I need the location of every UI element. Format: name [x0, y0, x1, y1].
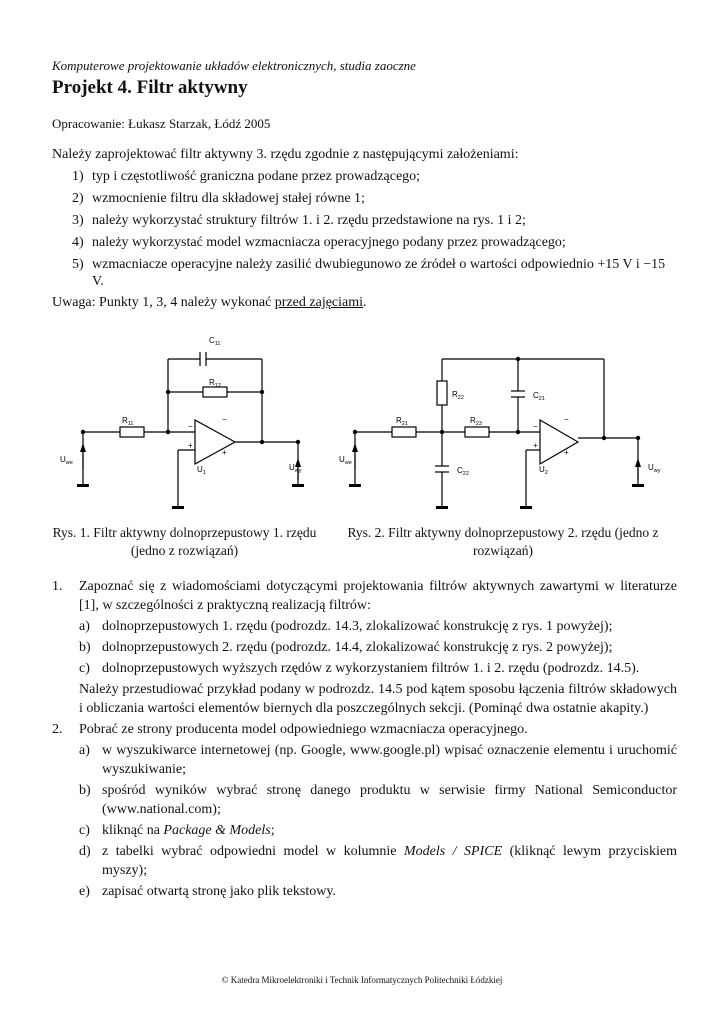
substep-item	[52, 842, 677, 880]
substep-text: zapisać otwartą stronę jako plik tekstowy.	[102, 884, 336, 899]
requirements-list	[52, 168, 677, 295]
substep-number: a)	[79, 619, 90, 634]
item-text: należy wykorzystać model wzmacniacza operacyjnego podany przez prowadzącego;	[92, 235, 566, 250]
substep-number: e)	[79, 884, 90, 899]
step-number: 2.	[52, 722, 63, 737]
substep-pre: kliknąć na	[102, 823, 164, 838]
item-number: 1)	[72, 169, 84, 184]
item-number: 4)	[72, 235, 84, 250]
substep-number: b)	[79, 640, 91, 655]
note-underlined: przed zajęciami	[274, 295, 364, 310]
step-paragraph: Należy przestudiować przykład podany w podrozdz. 14.5 pod kątem sposobu łączenia filtrów składowych i obliczania wartości elementów biernych dla poszczególnych sekcji. (Pominąć dwa ostatnie akapity.)	[79, 682, 677, 716]
substep-item	[52, 821, 677, 840]
substep-text: dolnoprzepustowych wyższych rzędów z wykorzystaniem filtrów 1. i 2. rzędu (podrozdz. 14.5).	[102, 661, 640, 676]
figure1-caption: Rys. 1. Filtr aktywny dolnoprzepustowy 1. rzędu (jedno z rozwiązań)	[52, 525, 317, 558]
author-line: Opracowanie: Łukasz Starzak, Łódź 2005	[52, 116, 271, 131]
requirement-item	[52, 234, 677, 251]
label-minus-supply: −	[564, 415, 569, 424]
substep-item	[52, 659, 677, 678]
substep-emphasis: Package & Models	[163, 823, 271, 838]
label-r22: $R_{22}$	[452, 390, 464, 401]
step-item	[52, 720, 677, 739]
label-uwy: $U_{wy}$	[289, 463, 302, 474]
label-c22: $C_{22}$	[457, 466, 469, 477]
label-r23: $R_{23}$	[470, 416, 482, 427]
step-text: Zapoznać się z wiadomościami dotyczącymi projektowania filtrów aktywnych zawartymi w literaturze [1], w szczególności z praktyczną realizacją filtrów:	[79, 579, 677, 613]
label-minus-input: −	[533, 422, 538, 431]
label-minus-supply: −	[222, 415, 227, 424]
circuit-diagram-1	[50, 330, 320, 520]
substep-number: c)	[79, 661, 90, 676]
substep-text: w wyszukiwarce internetowej (np. Google, www.google.pl) wpisać oznaczenie elementu i uruchomić wyszukiwanie;	[102, 743, 677, 777]
requirement-item	[52, 212, 677, 229]
label-plus-supply: +	[222, 448, 227, 457]
step-item	[52, 577, 677, 615]
item-text: wzmacniacze operacyjne należy zasilić dwubiegunowo ze źródeł o wartości odpowiednio +15 V i −15 V.	[92, 257, 666, 289]
note-suffix: .	[363, 295, 367, 310]
label-u2: $U_2$	[539, 465, 548, 476]
note	[52, 295, 367, 311]
step-text: Pobrać ze strony producenta model odpowiedniego wzmacniacza operacyjnego.	[79, 722, 528, 737]
steps-list	[52, 577, 677, 903]
substep-item	[52, 741, 677, 779]
substep-number: b)	[79, 783, 91, 798]
substep-number: c)	[79, 823, 90, 838]
requirement-item	[52, 168, 677, 185]
item-number: 5)	[72, 257, 84, 272]
item-text: typ i częstotliwość graniczna podane przez prowadzącego;	[92, 169, 421, 184]
label-c11: $C_{11}$	[209, 336, 221, 347]
substep-item	[52, 781, 677, 819]
note-prefix: Uwaga: Punkty 1, 3, 4 należy wykonać	[52, 295, 275, 310]
label-u1: $U_1$	[197, 465, 206, 476]
substep-number: d)	[79, 844, 91, 859]
label-minus-input: −	[188, 422, 193, 431]
substep-item	[52, 882, 677, 901]
step-number: 1.	[52, 579, 63, 594]
item-number: 3)	[72, 213, 84, 228]
substep-text: spośród wyników wybrać stronę danego produktu w serwisie firmy National Semiconductor (www.national.com);	[102, 783, 677, 817]
substep-item	[52, 617, 677, 636]
label-plus-input: +	[533, 441, 538, 450]
substep-emphasis: Models / SPICE	[403, 844, 503, 859]
item-text: wzmocnienie filtru dla składowej stałej równe 1;	[92, 191, 365, 206]
substep-post: ;	[270, 823, 275, 838]
substep-text: dolnoprzepustowych 1. rzędu (podrozdz. 14.3, zlokalizować konstrukcję z rys. 1 powyżej);	[102, 619, 613, 634]
label-plus-input: +	[188, 441, 193, 450]
requirement-item	[52, 256, 677, 290]
label-uwy: $U_{wy}$	[648, 463, 661, 474]
intro-text: Należy zaprojektować filtr aktywny 3. rzędu zgodnie z następującymi założeniami:	[52, 147, 519, 162]
substep-pre: z tabelki wybrać odpowiedni model w kolumnie	[102, 844, 404, 859]
substep-post: (kliknąć lewym przyciskiem myszy);	[102, 844, 677, 878]
circuit-diagram-2	[330, 330, 670, 520]
substep-item	[52, 638, 677, 657]
label-uwe: $U_{we}$	[60, 455, 73, 466]
substep-text: dolnoprzepustowych 2. rzędu (podrozdz. 14.4, zlokalizować konstrukcję z rys. 2 powyżej);	[102, 640, 613, 655]
course-name: Komputerowe projektowanie układów elektronicznych, studia zaoczne	[52, 58, 416, 73]
substep-number: a)	[79, 743, 90, 758]
label-c21: $C_{21}$	[533, 391, 545, 402]
page-title: Projekt 4. Filtr aktywny	[52, 77, 248, 98]
requirement-item	[52, 190, 677, 207]
label-r12: $R_{12}$	[209, 378, 221, 389]
item-text: należy wykorzystać struktury filtrów 1. i 2. rzędu przedstawione na rys. 1 i 2;	[92, 213, 526, 228]
figure2-caption: Rys. 2. Filtr aktywny dolnoprzepustowy 2. rzędu (jedno z rozwiązań)	[347, 525, 659, 558]
label-r21: $R_{21}$	[396, 416, 408, 427]
label-r11: $R_{11}$	[122, 416, 134, 427]
label-uwe: $U_{we}$	[339, 455, 352, 466]
label-plus-supply: +	[564, 448, 569, 457]
item-number: 2)	[72, 191, 84, 206]
footer: © Katedra Mikroelektroniki i Technik Informatycznych Politechniki Łódzkiej	[221, 975, 503, 985]
